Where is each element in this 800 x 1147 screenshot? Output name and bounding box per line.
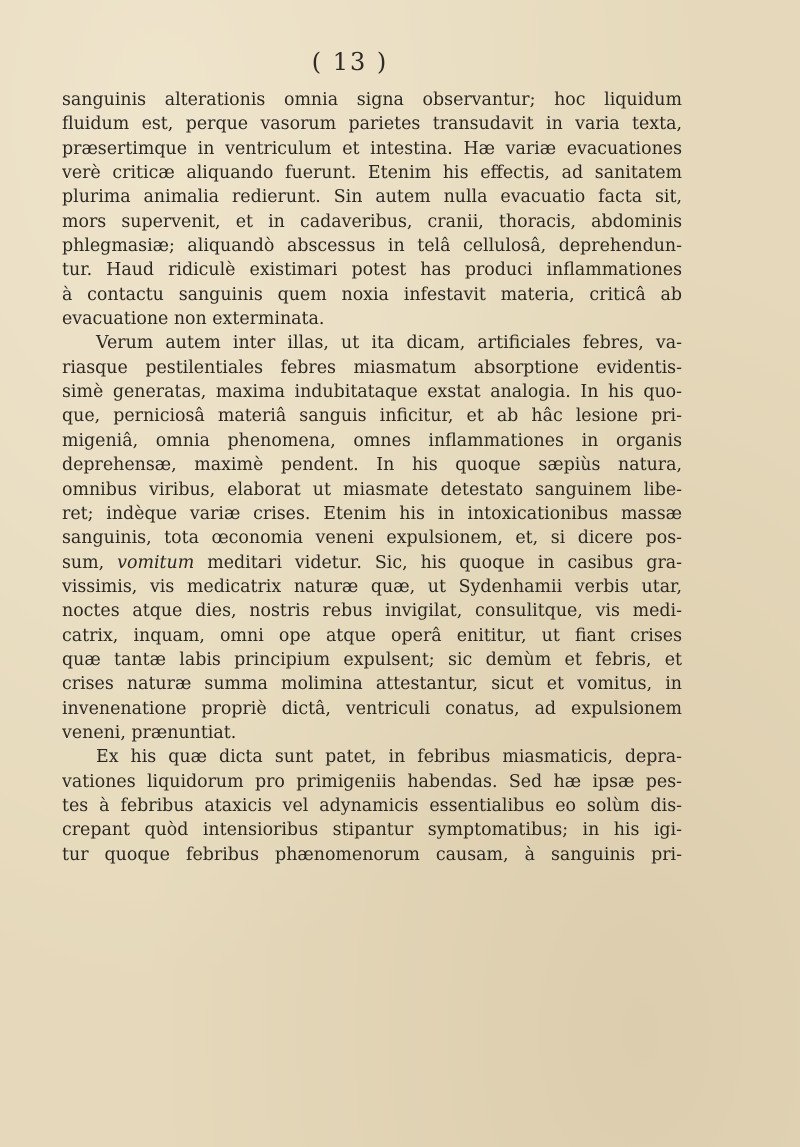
text-line: noctes atque dies, nostris rebus invigilat, consulitque, vis medi- (62, 601, 682, 622)
text-line: sanguinis, tota œconomia veneni expulsionem, et, si dicere pos- (62, 528, 682, 549)
text-line: evacuatione non exterminata. (62, 309, 325, 330)
text-line: phlegmasiæ; aliquandò abscessus in telâ cellulosâ, deprehendun- (62, 236, 682, 257)
text-line: tur quoque febribus phænomenorum causam, à sanguinis pri- (62, 844, 682, 865)
text-line: ret; indèque variæ crises. Etenim his in intoxicationibus massæ (62, 503, 682, 524)
text-line: catrix, inquam, omni ope atque operâ enititur, ut fiant crises (62, 625, 682, 646)
text-line: crepant quòd intensioribus stipantur symptomatibus; in his igi- (62, 820, 682, 841)
text-line: sanguinis alterationis omnia signa observantur; hoc liquidum (62, 90, 682, 110)
text-line: veneni, prænuntiat. (62, 722, 237, 743)
text-line: à contactu sanguinis quem noxia infestavit materia, criticâ ab (62, 284, 682, 305)
text-line: fluidum est, perque vasorum parietes transudavit in varia texta, (62, 114, 682, 135)
text-line: mors supervenit, et in cadaveribus, cranii, thoracis, abdominis (62, 211, 682, 232)
text-line: omnibus viribus, elaborat ut miasmate detestato sanguinem libe- (62, 479, 682, 500)
text-line: que, perniciosâ materiâ sanguis inficitur, et ab hâc lesione pri- (62, 406, 682, 427)
text-line: Ex his quæ dicta sunt patet, in febribus miasmaticis, depra- (96, 747, 682, 768)
text-line: Verum autem inter illas, ut ita dicam, artificiales febres, va- (96, 333, 682, 354)
italic-word: vomitum (117, 552, 195, 573)
text-line: quæ tantæ labis principium expulsent; sic demùm et febris, et (62, 649, 682, 670)
text-line: invenenatione propriè dictâ, ventriculi conatus, ad expulsionem (62, 698, 682, 719)
page-number: ( 13 ) (311, 48, 389, 76)
text-line-with-italic (62, 551, 682, 575)
text-line: simè generatas, maxima indubitataque exstat analogia. In his quo- (62, 382, 682, 403)
text-line: præsertimque in ventriculum et intestina. Hæ variæ evacuationes (62, 138, 682, 159)
text-line: tur. Haud ridiculè existimari potest has produci inflammationes (62, 260, 682, 281)
text-line: vationes liquidorum pro primigeniis habendas. Sed hæ ipsæ pes- (62, 771, 682, 792)
text-fragment: sum, (62, 552, 105, 573)
text-line: tes à febribus ataxicis vel adynamicis essentialibus eo solùm dis- (62, 795, 682, 816)
text-fragment: meditari videtur. Sic, his quoque in casibus gra- (207, 552, 682, 573)
text-line: plurima animalia redierunt. Sin autem nulla evacuatio facta sit, (62, 187, 682, 208)
text-line: riasque pestilentiales febres miasmatum absorptione evidentis- (62, 357, 682, 378)
text-line: crises naturæ summa molimina attestantur, sicut et vomitus, in (62, 674, 682, 695)
text-line: migeniâ, omnia phenomena, omnes inflammationes in organis (62, 430, 682, 451)
text-line: deprehensæ, maximè pendent. In his quoque sæpiùs natura, (62, 455, 682, 476)
body-text (62, 88, 682, 867)
text-line: verè criticæ aliquando fuerunt. Etenim his effectis, ad sanitatem (62, 163, 682, 184)
text-line: vissimis, vis medicatrix naturæ quæ, ut Sydenhamii verbis utar, (62, 576, 682, 597)
